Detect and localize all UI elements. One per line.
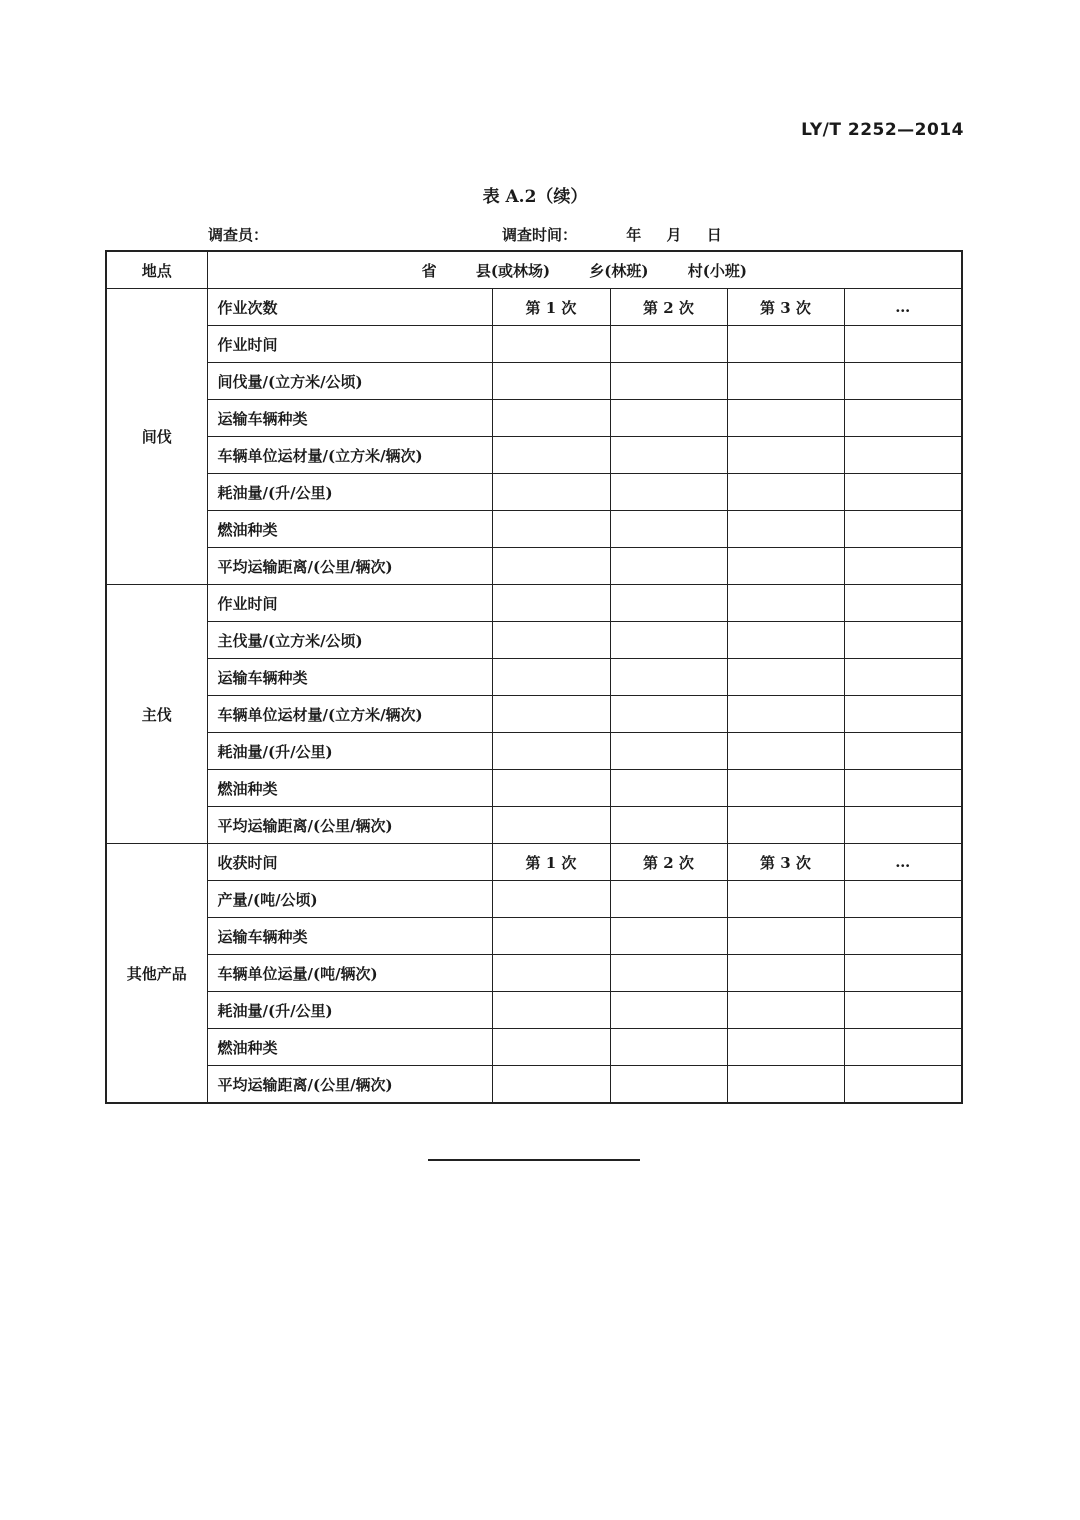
item-label: 运输车辆种类 bbox=[207, 918, 492, 955]
table-row bbox=[106, 548, 962, 585]
entry-cell[interactable] bbox=[844, 622, 962, 659]
section-label: 间伐 bbox=[106, 289, 207, 585]
entry-cell[interactable] bbox=[610, 955, 727, 992]
entry-cell[interactable] bbox=[610, 511, 727, 548]
entry-cell[interactable] bbox=[844, 474, 962, 511]
standard-code: LY/T 2252—2014 bbox=[801, 120, 964, 140]
column-header: 第 2 次 bbox=[610, 289, 727, 326]
entry-cell[interactable] bbox=[492, 437, 610, 474]
entry-cell[interactable] bbox=[844, 363, 962, 400]
entry-cell[interactable] bbox=[492, 659, 610, 696]
entry-cell[interactable] bbox=[727, 363, 844, 400]
entry-cell[interactable] bbox=[844, 437, 962, 474]
table-row bbox=[106, 1066, 962, 1104]
entry-cell[interactable] bbox=[727, 511, 844, 548]
entry-cell[interactable] bbox=[492, 474, 610, 511]
entry-cell[interactable] bbox=[492, 955, 610, 992]
item-label: 产量/(吨/公顷) bbox=[207, 881, 492, 918]
column-header: 第 3 次 bbox=[727, 844, 844, 881]
table-row bbox=[106, 622, 962, 659]
entry-cell[interactable] bbox=[610, 1066, 727, 1104]
county-label: 县(或林场) bbox=[475, 261, 551, 280]
table-row bbox=[106, 326, 962, 363]
entry-cell[interactable] bbox=[610, 400, 727, 437]
item-label: 车辆单位运材量/(立方米/辆次) bbox=[207, 437, 492, 474]
entry-cell[interactable] bbox=[492, 548, 610, 585]
table-row bbox=[106, 844, 962, 881]
item-label: 作业时间 bbox=[207, 585, 492, 622]
village-label: 村(小班) bbox=[687, 261, 747, 280]
entry-cell[interactable] bbox=[492, 770, 610, 807]
item-label: 耗油量/(升/公里) bbox=[207, 992, 492, 1029]
entry-cell[interactable] bbox=[844, 733, 962, 770]
entry-cell[interactable] bbox=[727, 400, 844, 437]
table-row bbox=[106, 770, 962, 807]
table-row bbox=[106, 474, 962, 511]
entry-cell[interactable] bbox=[492, 696, 610, 733]
entry-cell[interactable] bbox=[610, 548, 727, 585]
entry-cell[interactable] bbox=[610, 474, 727, 511]
item-label: 平均运输距离/(公里/辆次) bbox=[207, 1066, 492, 1104]
entry-cell[interactable] bbox=[844, 992, 962, 1029]
table-row bbox=[106, 881, 962, 918]
entry-cell[interactable] bbox=[492, 881, 610, 918]
table-row bbox=[106, 992, 962, 1029]
entry-cell[interactable] bbox=[844, 1066, 962, 1104]
entry-cell[interactable] bbox=[492, 511, 610, 548]
location-label: 地点 bbox=[106, 251, 207, 289]
column-header: … bbox=[844, 289, 962, 326]
item-label: 燃油种类 bbox=[207, 770, 492, 807]
entry-cell[interactable] bbox=[844, 326, 962, 363]
item-label: 燃油种类 bbox=[207, 1029, 492, 1066]
entry-cell[interactable] bbox=[844, 548, 962, 585]
item-label: 车辆单位运材量/(立方米/辆次) bbox=[207, 696, 492, 733]
item-label: 主伐量/(立方米/公顷) bbox=[207, 622, 492, 659]
item-label: 平均运输距离/(公里/辆次) bbox=[207, 548, 492, 585]
entry-cell[interactable] bbox=[844, 1029, 962, 1066]
entry-cell[interactable] bbox=[727, 659, 844, 696]
column-header: 第 2 次 bbox=[610, 844, 727, 881]
item-label: 运输车辆种类 bbox=[207, 659, 492, 696]
entry-cell[interactable] bbox=[727, 622, 844, 659]
entry-cell[interactable] bbox=[727, 474, 844, 511]
item-label: 运输车辆种类 bbox=[207, 400, 492, 437]
table-row bbox=[106, 363, 962, 400]
survey-time bbox=[502, 224, 722, 245]
entry-cell[interactable] bbox=[492, 1029, 610, 1066]
entry-cell[interactable] bbox=[727, 807, 844, 844]
entry-cell[interactable] bbox=[727, 437, 844, 474]
entry-cell[interactable] bbox=[727, 770, 844, 807]
item-label: 作业时间 bbox=[207, 326, 492, 363]
column-header: 第 1 次 bbox=[492, 844, 610, 881]
entry-cell[interactable] bbox=[727, 881, 844, 918]
entry-cell[interactable] bbox=[610, 437, 727, 474]
entry-cell[interactable] bbox=[844, 770, 962, 807]
table-row bbox=[106, 511, 962, 548]
entry-cell[interactable] bbox=[610, 881, 727, 918]
entry-cell[interactable] bbox=[844, 918, 962, 955]
entry-cell[interactable] bbox=[492, 585, 610, 622]
entry-cell[interactable] bbox=[610, 585, 727, 622]
table-row bbox=[106, 400, 962, 437]
entry-cell[interactable] bbox=[844, 400, 962, 437]
entry-cell[interactable] bbox=[727, 955, 844, 992]
entry-cell[interactable] bbox=[727, 992, 844, 1029]
entry-cell[interactable] bbox=[492, 807, 610, 844]
item-label: 耗油量/(升/公里) bbox=[207, 733, 492, 770]
year-label: 年 bbox=[626, 226, 642, 244]
table-row bbox=[106, 807, 962, 844]
end-rule bbox=[428, 1159, 640, 1161]
location-fields bbox=[207, 251, 962, 289]
entry-cell[interactable] bbox=[610, 326, 727, 363]
entry-cell[interactable] bbox=[610, 363, 727, 400]
entry-cell[interactable] bbox=[610, 733, 727, 770]
entry-cell[interactable] bbox=[727, 585, 844, 622]
entry-cell[interactable] bbox=[492, 400, 610, 437]
table-row bbox=[106, 289, 962, 326]
entry-cell[interactable] bbox=[727, 1066, 844, 1104]
item-label: 间伐量/(立方米/公顷) bbox=[207, 363, 492, 400]
entry-cell[interactable] bbox=[492, 622, 610, 659]
survey-time-label: 调查时间： bbox=[502, 226, 578, 244]
entry-cell[interactable] bbox=[610, 1029, 727, 1066]
column-header: 第 3 次 bbox=[727, 289, 844, 326]
table-row bbox=[106, 918, 962, 955]
item-label: 燃油种类 bbox=[207, 511, 492, 548]
entry-cell[interactable] bbox=[844, 659, 962, 696]
entry-cell[interactable] bbox=[844, 881, 962, 918]
entry-cell[interactable] bbox=[492, 918, 610, 955]
entry-cell[interactable] bbox=[492, 1066, 610, 1104]
day-label: 日 bbox=[706, 226, 722, 244]
item-label: 车辆单位运量/(吨/辆次) bbox=[207, 955, 492, 992]
column-header: 第 1 次 bbox=[492, 289, 610, 326]
entry-cell[interactable] bbox=[727, 326, 844, 363]
entry-cell[interactable] bbox=[492, 363, 610, 400]
entry-cell[interactable] bbox=[610, 622, 727, 659]
entry-cell[interactable] bbox=[844, 955, 962, 992]
entry-cell[interactable] bbox=[844, 585, 962, 622]
table-title: 表 A.2（续） bbox=[482, 187, 588, 207]
section-label: 主伐 bbox=[106, 585, 207, 844]
entry-cell[interactable] bbox=[610, 659, 727, 696]
survey-table bbox=[105, 250, 963, 1104]
table-row bbox=[106, 1029, 962, 1066]
item-label: 平均运输距离/(公里/辆次) bbox=[207, 807, 492, 844]
entry-cell[interactable] bbox=[844, 511, 962, 548]
entry-cell[interactable] bbox=[492, 992, 610, 1029]
township-label: 乡(林班) bbox=[589, 261, 649, 280]
province-label: 省 bbox=[421, 261, 437, 280]
section-label: 其他产品 bbox=[106, 844, 207, 1104]
table-row bbox=[106, 696, 962, 733]
entry-cell[interactable] bbox=[727, 548, 844, 585]
entry-cell[interactable] bbox=[727, 696, 844, 733]
entry-cell[interactable] bbox=[610, 992, 727, 1029]
location-row bbox=[106, 251, 962, 289]
entry-cell[interactable] bbox=[727, 1029, 844, 1066]
entry-cell[interactable] bbox=[492, 326, 610, 363]
entry-cell[interactable] bbox=[610, 807, 727, 844]
column-header: … bbox=[844, 844, 962, 881]
table-row bbox=[106, 955, 962, 992]
entry-cell[interactable] bbox=[727, 733, 844, 770]
item-label: 收获时间 bbox=[207, 844, 492, 881]
table-row bbox=[106, 659, 962, 696]
entry-cell[interactable] bbox=[492, 733, 610, 770]
entry-cell[interactable] bbox=[727, 918, 844, 955]
table-row bbox=[106, 585, 962, 622]
entry-cell[interactable] bbox=[610, 696, 727, 733]
month-label: 月 bbox=[666, 226, 682, 244]
table-row bbox=[106, 733, 962, 770]
entry-cell[interactable] bbox=[844, 807, 962, 844]
item-label: 耗油量/(升/公里) bbox=[207, 474, 492, 511]
entry-cell[interactable] bbox=[610, 918, 727, 955]
entry-cell[interactable] bbox=[610, 770, 727, 807]
item-label: 作业次数 bbox=[207, 289, 492, 326]
table-row bbox=[106, 437, 962, 474]
entry-cell[interactable] bbox=[844, 696, 962, 733]
surveyor-label: 调查员： bbox=[208, 226, 269, 244]
